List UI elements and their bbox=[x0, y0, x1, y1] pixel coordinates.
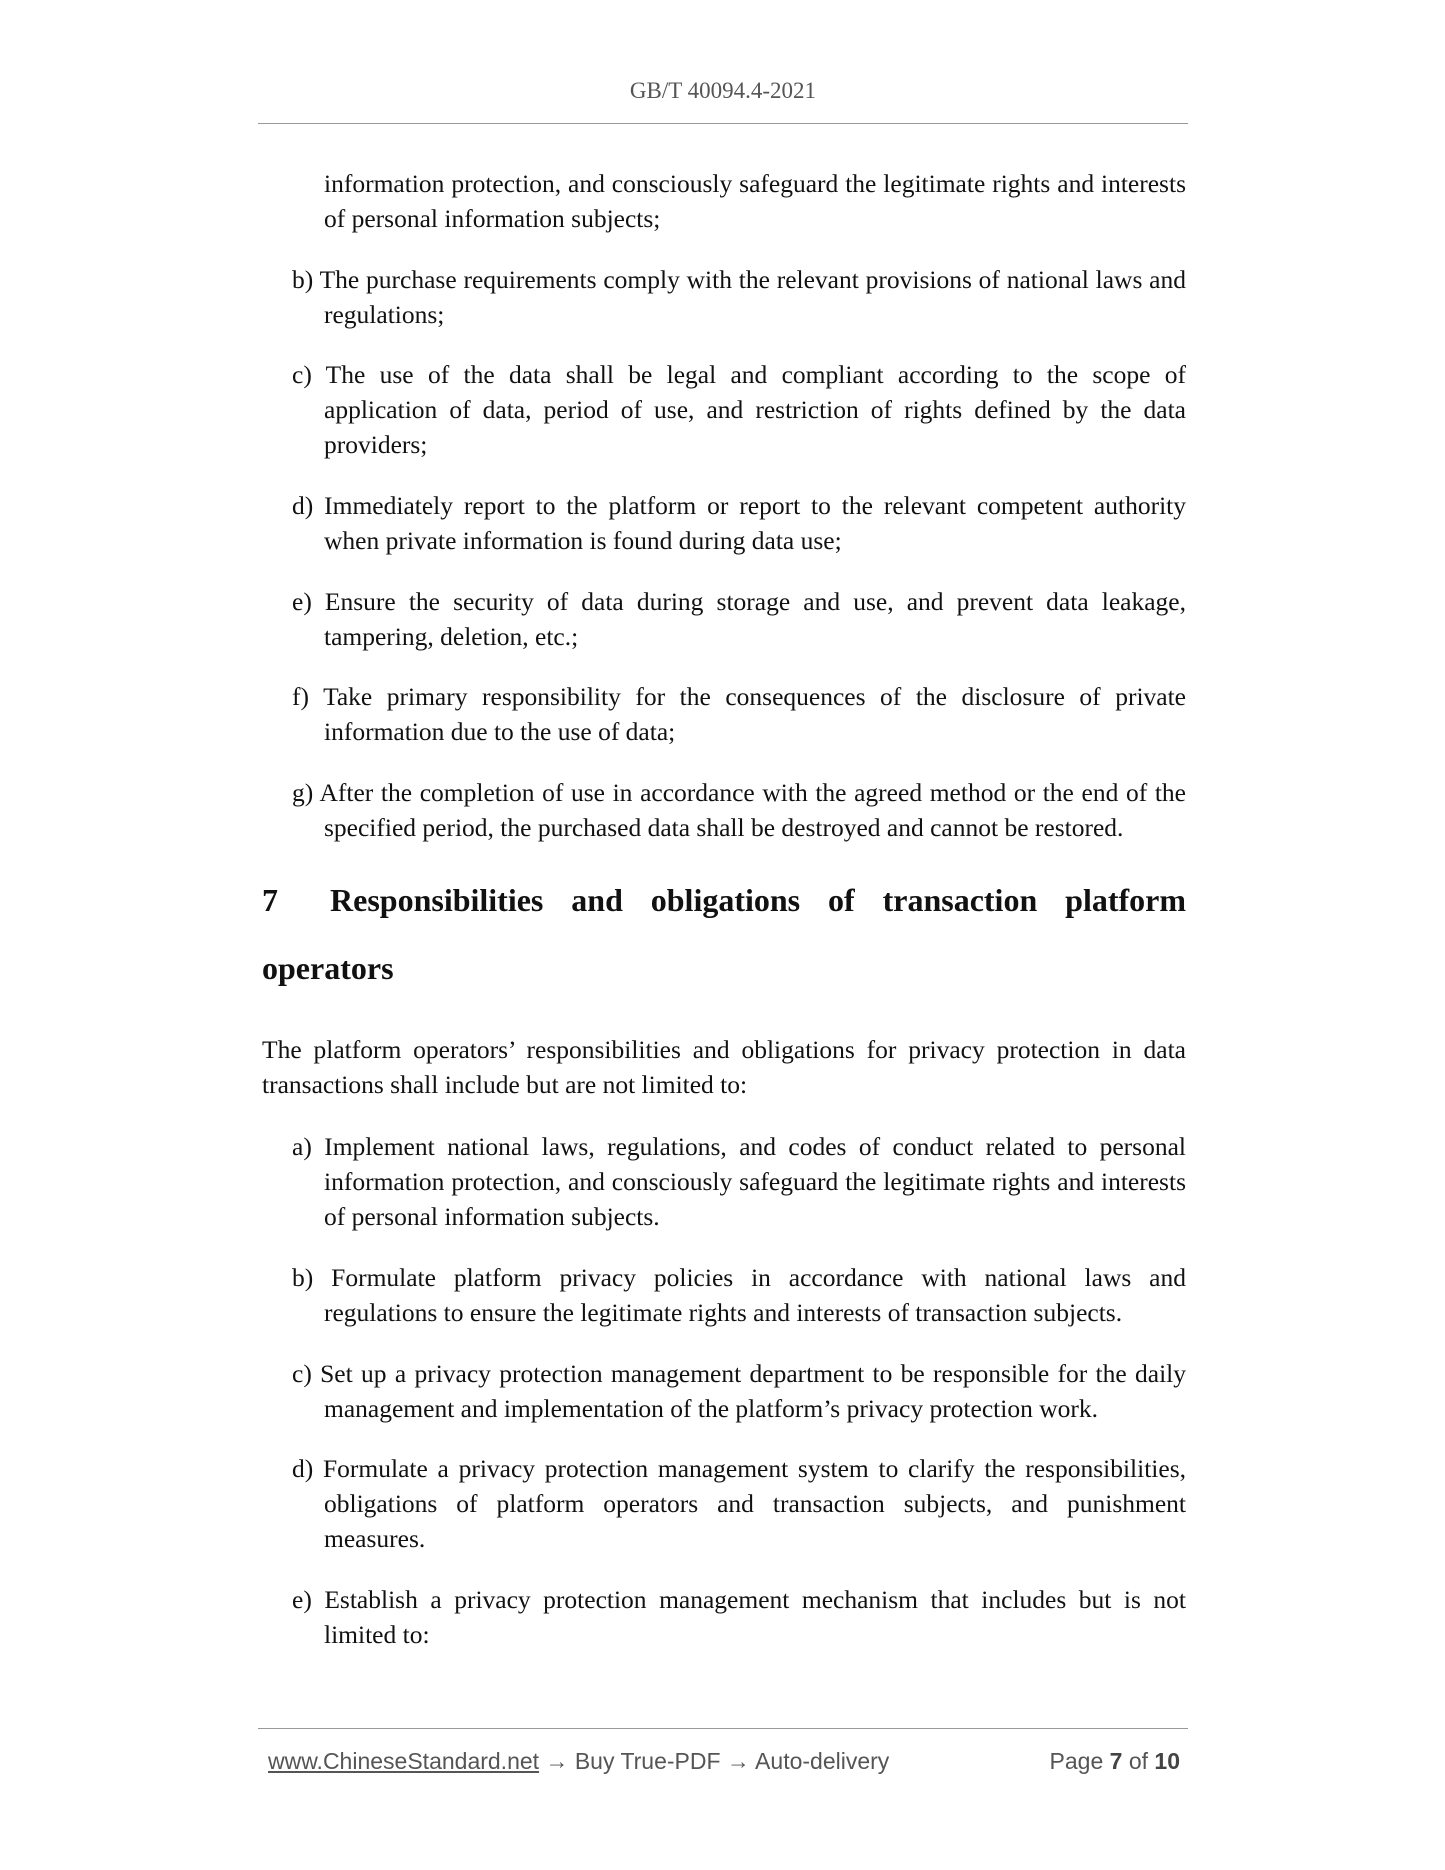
item-label: e) bbox=[292, 587, 312, 616]
item-label: e) bbox=[292, 1585, 312, 1614]
footer-promo bbox=[268, 1748, 889, 1775]
list-item bbox=[292, 1451, 1186, 1556]
item-text: The use of the data shall be legal and compliant according to the scope of application of data, period of use, and restriction of rights defined by the data providers; bbox=[324, 360, 1186, 459]
item-text: Formulate platform privacy policies in accordance with national laws and regulations to ensure the legitimate rights and interests of transaction subjects. bbox=[324, 1263, 1187, 1327]
list-item bbox=[292, 1260, 1186, 1330]
item-label: c) bbox=[292, 1359, 312, 1388]
page-word: Page bbox=[1049, 1748, 1104, 1774]
item-text: Formulate a privacy protection management system to clarify the responsibilities, obligations of platform operators and transaction subjects, and punishment measures. bbox=[322, 1454, 1186, 1553]
item-label: b) bbox=[292, 265, 314, 294]
list-item bbox=[292, 775, 1186, 845]
item-label: d) bbox=[292, 491, 314, 520]
item-text: Immediately report to the platform or report to the relevant competent authority when private information is found during data use; bbox=[324, 491, 1186, 555]
item-text: Set up a privacy protection management department to be responsible for the daily management and implementation of the platform’s privacy protection work. bbox=[320, 1359, 1186, 1423]
item-label: g) bbox=[292, 778, 314, 807]
intro-text: The platform operators’ responsibilities and obligations for privacy protection in data transactions shall include but are not limited to: bbox=[262, 1035, 1186, 1099]
item-label: d) bbox=[292, 1454, 314, 1483]
item-text: Establish a privacy protection management mechanism that includes but is not limited to: bbox=[324, 1585, 1187, 1649]
item-label: a) bbox=[292, 1132, 312, 1161]
list-item bbox=[292, 1356, 1186, 1426]
list-item bbox=[292, 679, 1186, 749]
item-text: The purchase requirements comply with the relevant provisions of national laws and regulations; bbox=[319, 265, 1187, 329]
footer-promo-tail: → Buy True-PDF → Auto-delivery bbox=[539, 1748, 890, 1774]
list-item bbox=[292, 1129, 1186, 1234]
item-label: b) bbox=[292, 1263, 314, 1292]
total-pages: 10 bbox=[1154, 1748, 1180, 1774]
list-item bbox=[292, 584, 1186, 654]
list-item bbox=[292, 488, 1186, 558]
item-text: Implement national laws, regulations, and codes of conduct related to personal information protection, and consciously safeguard the legitimate rights and interests of personal information subjects. bbox=[324, 1132, 1186, 1231]
section-title-line2: operators bbox=[262, 950, 394, 986]
section-title-line1: Responsibilities and obligations of transaction platform bbox=[330, 882, 1186, 918]
section-number: 7 bbox=[262, 882, 278, 918]
continuation-text: information protection, and consciously safeguard the legitimate rights and interests of personal information subjects; bbox=[324, 169, 1186, 233]
website-link[interactable]: www.ChineseStandard.net bbox=[268, 1748, 540, 1774]
item-text: Take primary responsibility for the consequences of the disclosure of private information due to the use of data; bbox=[323, 682, 1186, 746]
list-item bbox=[292, 1582, 1186, 1652]
item-label: f) bbox=[292, 682, 309, 711]
header-standard-code: GB/T 40094.4-2021 bbox=[629, 78, 817, 103]
item-label: c) bbox=[292, 360, 312, 389]
list-item bbox=[292, 262, 1186, 332]
footer bbox=[268, 1748, 1180, 1778]
of-word: of bbox=[1128, 1748, 1149, 1774]
footer-divider bbox=[258, 1728, 1188, 1729]
item-text: Ensure the security of data during storage and use, and prevent data leakage, tampering, deletion, etc.; bbox=[324, 587, 1186, 651]
page-indicator bbox=[1050, 1748, 1180, 1775]
item-continuation bbox=[324, 166, 1186, 236]
section-intro bbox=[262, 1032, 1186, 1102]
current-page: 7 bbox=[1109, 1748, 1123, 1774]
item-text: After the completion of use in accordance with the agreed method or the end of the specified period, the purchased data shall be destroyed and cannot be restored. bbox=[319, 778, 1186, 842]
header-divider bbox=[258, 123, 1188, 124]
list-item bbox=[292, 357, 1186, 462]
